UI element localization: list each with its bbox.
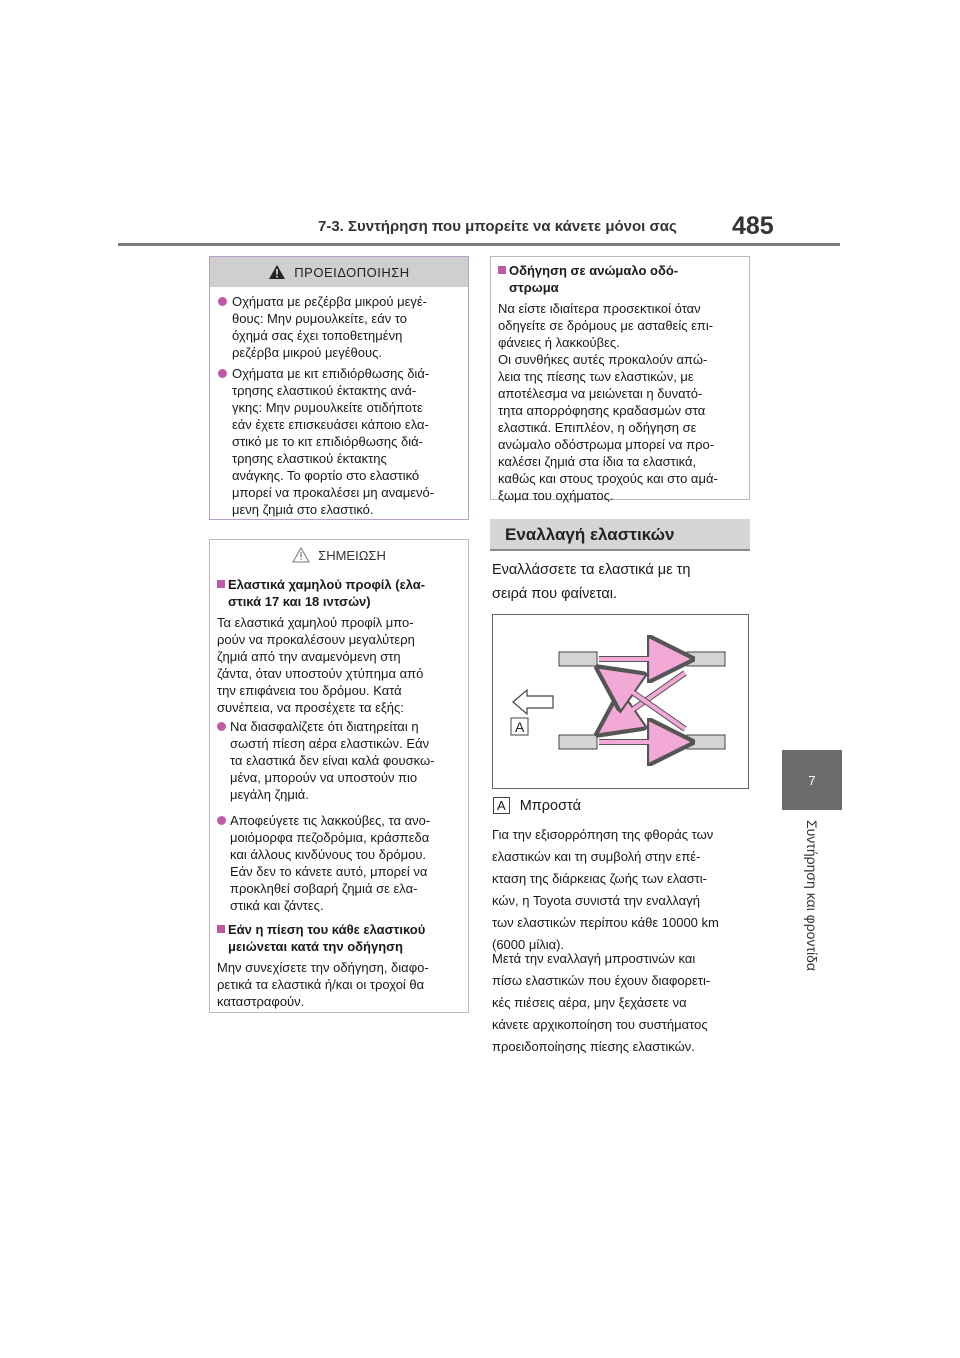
bullet-icon: [218, 297, 227, 306]
warning-triangle-icon: [268, 264, 286, 280]
chapter-side-label: [800, 820, 824, 1060]
tire-front-left: [559, 652, 597, 666]
rotation-intro: Εναλλάσσετε τα ελαστικά με τη σειρά που φαίνεται.: [492, 562, 691, 602]
note-low-profile-text: Τα ελαστικά χαμηλού προφίλ μπο- ρούν να προκαλέσουν μεγαλύτερη ζημιά από την αναμενόμενη στη ζάντα, όταν υποστούν χτύπημα από την επιφάνεια του δρόμου. Κατά συνέπεια, να προσέχετε τα εξής:: [217, 615, 424, 715]
legend-text: Μπροστά: [519, 798, 581, 814]
rotation-paragraph-1: Για την εξισορρόπηση της φθοράς των ελαστικών και τη συμβολή στην επέ- κταση της διάρκειας ζωής των ελαστι- κών, η Toyota συνιστά την εναλλαγή των ελαστικών περίπου κάθε 10000 km (6000 μίλια).: [492, 827, 719, 952]
note-box: [209, 539, 469, 1013]
rough-road-box: [490, 256, 750, 503]
square-bullet-icon: [217, 925, 225, 933]
note-bullet-2: Αποφεύγετε τις λακκούβες, τα ανο- μοιόμορφα πεζοδρόμια, κράσπεδα και άλλους κινδύνους του δρόμου. Εάν δεν το κάνετε αυτό, μπορεί να προκληθεί σοβαρή ζημιά σε ελα- στικά και ζάντες.: [230, 813, 431, 913]
chapter-side-label-text: Συντήρηση και φροντίδα: [804, 820, 820, 971]
legend: [493, 797, 581, 814]
tire-rotation-diagram: [492, 614, 749, 789]
running-header-title: 7-3. Συντήρηση που μπορείτε να κάνετε μόνοι σας: [318, 218, 677, 235]
warning-title: ΠΡΟΕΙΔΟΠΟΙΗΣΗ: [294, 264, 410, 280]
front-direction-arrow: [513, 690, 553, 714]
note-title: ΣΗΜΕΙΩΣΗ: [318, 547, 386, 563]
square-bullet-icon: [498, 266, 506, 274]
note-pressure-text: Μην συνεχίσετε την οδήγηση, διαφο- ρετικά τα ελαστικά ή/και οι τροχοί θα καταστραφούν.: [217, 960, 429, 1009]
rotation-paragraph-2: Μετά την εναλλαγή μπροστινών και πίσω ελαστικών που έχουν διαφορετι- κές πιέσεις αέρα, μην ξεχάσετε να κάνετε αρχικοποίηση του συστήματος προειδοποίησης πίεσης ελαστικών.: [492, 951, 711, 1054]
bullet-icon: [217, 816, 226, 825]
note-header: [210, 540, 468, 570]
bullet-icon: [217, 722, 226, 731]
square-bullet-icon: [217, 580, 225, 588]
page-number: 485: [732, 212, 774, 240]
legend-key: A: [493, 797, 510, 814]
diagram-label-a: A: [515, 719, 525, 735]
warning-item-2: Οχήματα με κιτ επιδιόρθωσης διά- τρησης ελαστικού έκτακτης ανά- γκης: Μην ρυμουλκείτε οτιδήποτε εάν έχετε επισκευάσει κάποιο ελα- στικό με το κιτ επιδιόρθωσης διά- τρησης ελαστικού έκτακτης ανάγκης. Το φορτίο στο ελαστικό μπορεί να προκαλέσει μη αναμενό- μενη ζημιά στο ελαστικό.: [232, 366, 435, 517]
section-heading: Εναλλαγή ελαστικών: [505, 525, 675, 544]
note-bullet-1: Να διασφαλίζετε ότι διατηρείται η σωστή πίεση αέρα ελαστικών. Εάν τα ελαστικά δεν είναι καλά φουσκω- μένα, μπορούν να υποστούν πιο μεγάλη ζημιά.: [230, 719, 435, 802]
warning-header: [210, 257, 468, 287]
tire-rear-right: [687, 735, 725, 749]
header-divider: [118, 243, 840, 246]
rough-road-text: Να είστε ιδιαίτερα προσεκτικοί όταν οδηγείτε σε δρόμους με ασταθείς επι- φάνειες ή λακκούβες. Οι συνθήκες αυτές προκαλούν απώ- λεια της πίεσης των ελαστικών, με αποτέλεσμα να μειώνεται η δυνατό- τητα απορρόφησης κραδασμών στα ελαστικά. Επιπλέον, η οδήγηση σε ανώμαλο οδόστρωμα μπορεί να προ- καλέσει ζημιά στα ίδια τα ελαστικά, καθώς και στους τροχούς και στο αμά- ξωμα του οχήματος.: [498, 301, 718, 503]
warning-item-1: Οχήματα με ρεζέρβα μικρού μεγέ- θους: Μην ρυμουλκείτε, εάν το όχημά σας έχει τοποθετημένη ρεζέρβα μικρού μεγέθους.: [232, 294, 427, 360]
note-subheading-low-profile: Ελαστικά χαμηλού προφίλ (ελα- στικά 17 και 18 ιντσών): [228, 577, 426, 609]
rough-road-heading: Οδήγηση σε ανώμαλο οδό- στρωμα: [509, 263, 679, 295]
bullet-icon: [218, 369, 227, 378]
tire-rear-left: [687, 652, 725, 666]
chapter-number: 7: [808, 772, 816, 788]
warning-box: [209, 256, 469, 520]
section-heading-bar: [490, 519, 750, 551]
chapter-tab: [782, 750, 842, 810]
tire-rotation-figure: [493, 615, 748, 788]
note-subheading-pressure: Εάν η πίεση του κάθε ελαστικού μειώνεται κατά την οδήγηση: [228, 922, 426, 954]
tire-front-right: [559, 735, 597, 749]
note-triangle-icon: [292, 547, 310, 563]
